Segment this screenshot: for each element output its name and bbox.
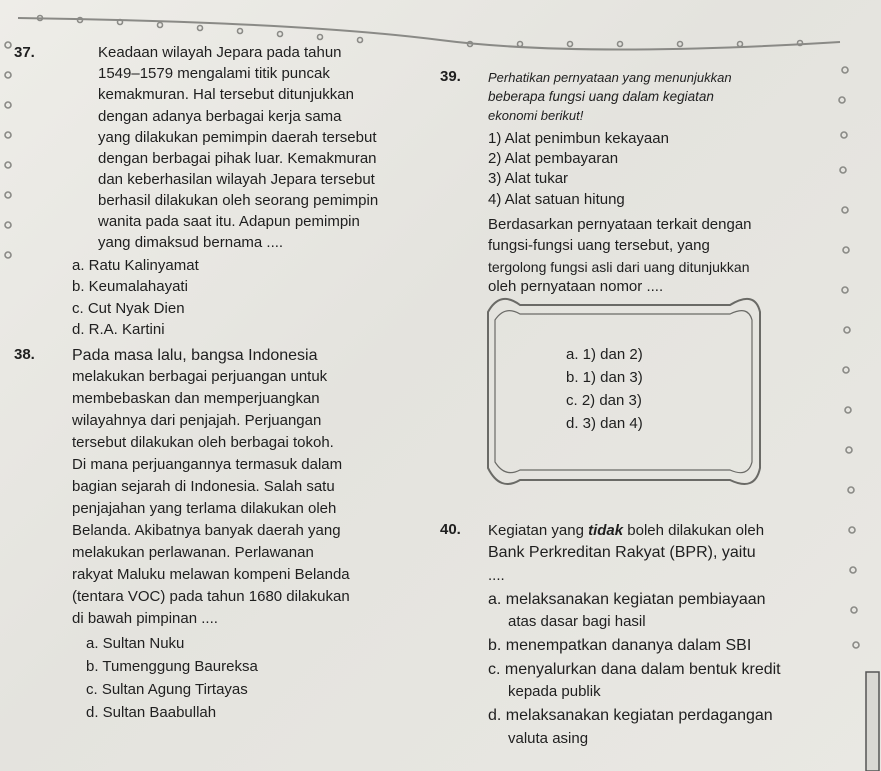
q38-line-4: wilayahnya dari penjajah. Perjuangan [72, 412, 322, 429]
q38-line-6: Di mana perjuangannya termasuk dalam [72, 456, 343, 473]
q37-option-c[interactable]: c. Cut Nyak Dien [72, 300, 185, 317]
q39-statement-3: 3) Alat tukar [488, 170, 569, 187]
q38-line-11: rakyat Maluku melawan kompeni Belanda [72, 566, 350, 583]
q39-question-2: fungsi-fungsi uang tersebut, yang [488, 237, 710, 254]
q38-line-1: Pada masa lalu, bangsa Indonesia [72, 347, 318, 364]
q39-intro-1: Perhatikan pernyataan yang menunjukkan [488, 70, 732, 85]
q40-number: 40. [440, 521, 461, 538]
q37-line-9: wanita pada saat itu. Adapun pemimpin [98, 213, 360, 230]
q38-option-c[interactable]: c. Sultan Agung Tirtayas [86, 681, 248, 698]
q37-line-3: kemakmuran. Hal tersebut ditunjukkan [98, 86, 354, 103]
q37-line-1: Keadaan wilayah Jepara pada tahun [98, 44, 342, 61]
q40-option-b[interactable]: b. menempatkan dananya dalam SBI [488, 637, 752, 654]
q38-line-13: di bawah pimpinan .... [72, 610, 218, 627]
q38-line-2: melakukan berbagai perjuangan untuk [72, 368, 328, 385]
q38-option-b[interactable]: b. Tumenggung Baureksa [86, 658, 258, 675]
q37-option-a[interactable]: a. Ratu Kalinyamat [72, 257, 199, 274]
q40-option-d[interactable]: d. melaksanakan kegiatan perdagangan [488, 707, 773, 724]
q37-line-8: berhasil dilakukan oleh seorang pemimpin [98, 192, 379, 209]
q40-option-c[interactable]: c. menyalurkan dana dalam bentuk kredit [488, 661, 781, 678]
q40-option-a[interactable]: a. melaksanakan kegiatan pembiayaan [488, 591, 766, 608]
q37-line-7: dan keberhasilan wilayah Jepara tersebut [98, 171, 375, 188]
q39-intro-3: ekonomi berikut! [488, 108, 584, 123]
q40-option-a-cont: atas dasar bagi hasil [508, 613, 646, 630]
q40-line-2: Bank Perkreditan Rakyat (BPR), yaitu [488, 544, 756, 561]
q40-line-3: .... [488, 567, 505, 584]
q40-line-1-post: boleh dilakukan oleh [623, 522, 765, 539]
q40-line-1-emphasis: tidak [588, 522, 624, 539]
q39-statement-1: 1) Alat penimbun kekayaan [488, 130, 669, 147]
q39-statement-4: 4) Alat satuan hitung [488, 191, 625, 208]
q39-option-c[interactable]: c. 2) dan 3) [566, 392, 642, 409]
q37-line-6: dengan berbagai pihak luar. Kemakmuran [98, 150, 377, 167]
q37-line-5: yang dilakukan pemimpin daerah tersebut [98, 129, 377, 146]
q37-option-d[interactable]: d. R.A. Kartini [72, 321, 165, 338]
q38-line-10: melakukan perlawanan. Perlawanan [72, 544, 314, 561]
q38-line-8: penjajahan yang terlama dilakukan oleh [72, 500, 337, 517]
q39-question-3: tergolong fungsi asli dari uang ditunjukkan [488, 259, 750, 275]
q39-intro-2: beberapa fungsi uang dalam kegiatan [488, 89, 714, 104]
q38-number: 38. [14, 346, 35, 363]
q39-option-d[interactable]: d. 3) dan 4) [566, 415, 643, 432]
q39-question-4: oleh pernyataan nomor .... [488, 278, 664, 295]
q38-line-3: membebaskan dan memperjuangkan [72, 390, 320, 407]
q38-line-12: (tentara VOC) pada tahun 1680 dilakukan [72, 588, 350, 605]
q39-number: 39. [440, 68, 461, 85]
q38-line-9: Belanda. Akibatnya banyak daerah yang [72, 522, 341, 539]
q37-line-2: 1549–1579 mengalami titik puncak [98, 65, 330, 82]
q39-question-1: Berdasarkan pernyataan terkait dengan [488, 216, 752, 233]
q38-line-5: tersebut dilakukan oleh berbagai tokoh. [72, 434, 334, 451]
q38-option-a[interactable]: a. Sultan Nuku [86, 635, 185, 652]
q40-line-1-pre: Kegiatan yang [488, 522, 589, 539]
q39-option-a[interactable]: a. 1) dan 2) [566, 346, 643, 363]
q39-option-b[interactable]: b. 1) dan 3) [566, 369, 643, 386]
q37-option-b[interactable]: b. Keumalahayati [72, 278, 188, 295]
q38-line-7: bagian sejarah di Indonesia. Salah satu [72, 478, 335, 495]
q39-statement-2: 2) Alat pembayaran [488, 150, 619, 167]
q40-option-c-cont: kepada publik [508, 683, 601, 700]
q37-line-10: yang dimaksud bernama .... [98, 234, 284, 251]
q40-option-d-cont: valuta asing [508, 730, 589, 747]
q40-line-1 [488, 521, 764, 541]
q37-line-4: dengan adanya berbagai kerja sama [98, 108, 342, 125]
q38-option-d[interactable]: d. Sultan Baabullah [86, 704, 217, 721]
q37-number: 37. [14, 44, 35, 61]
